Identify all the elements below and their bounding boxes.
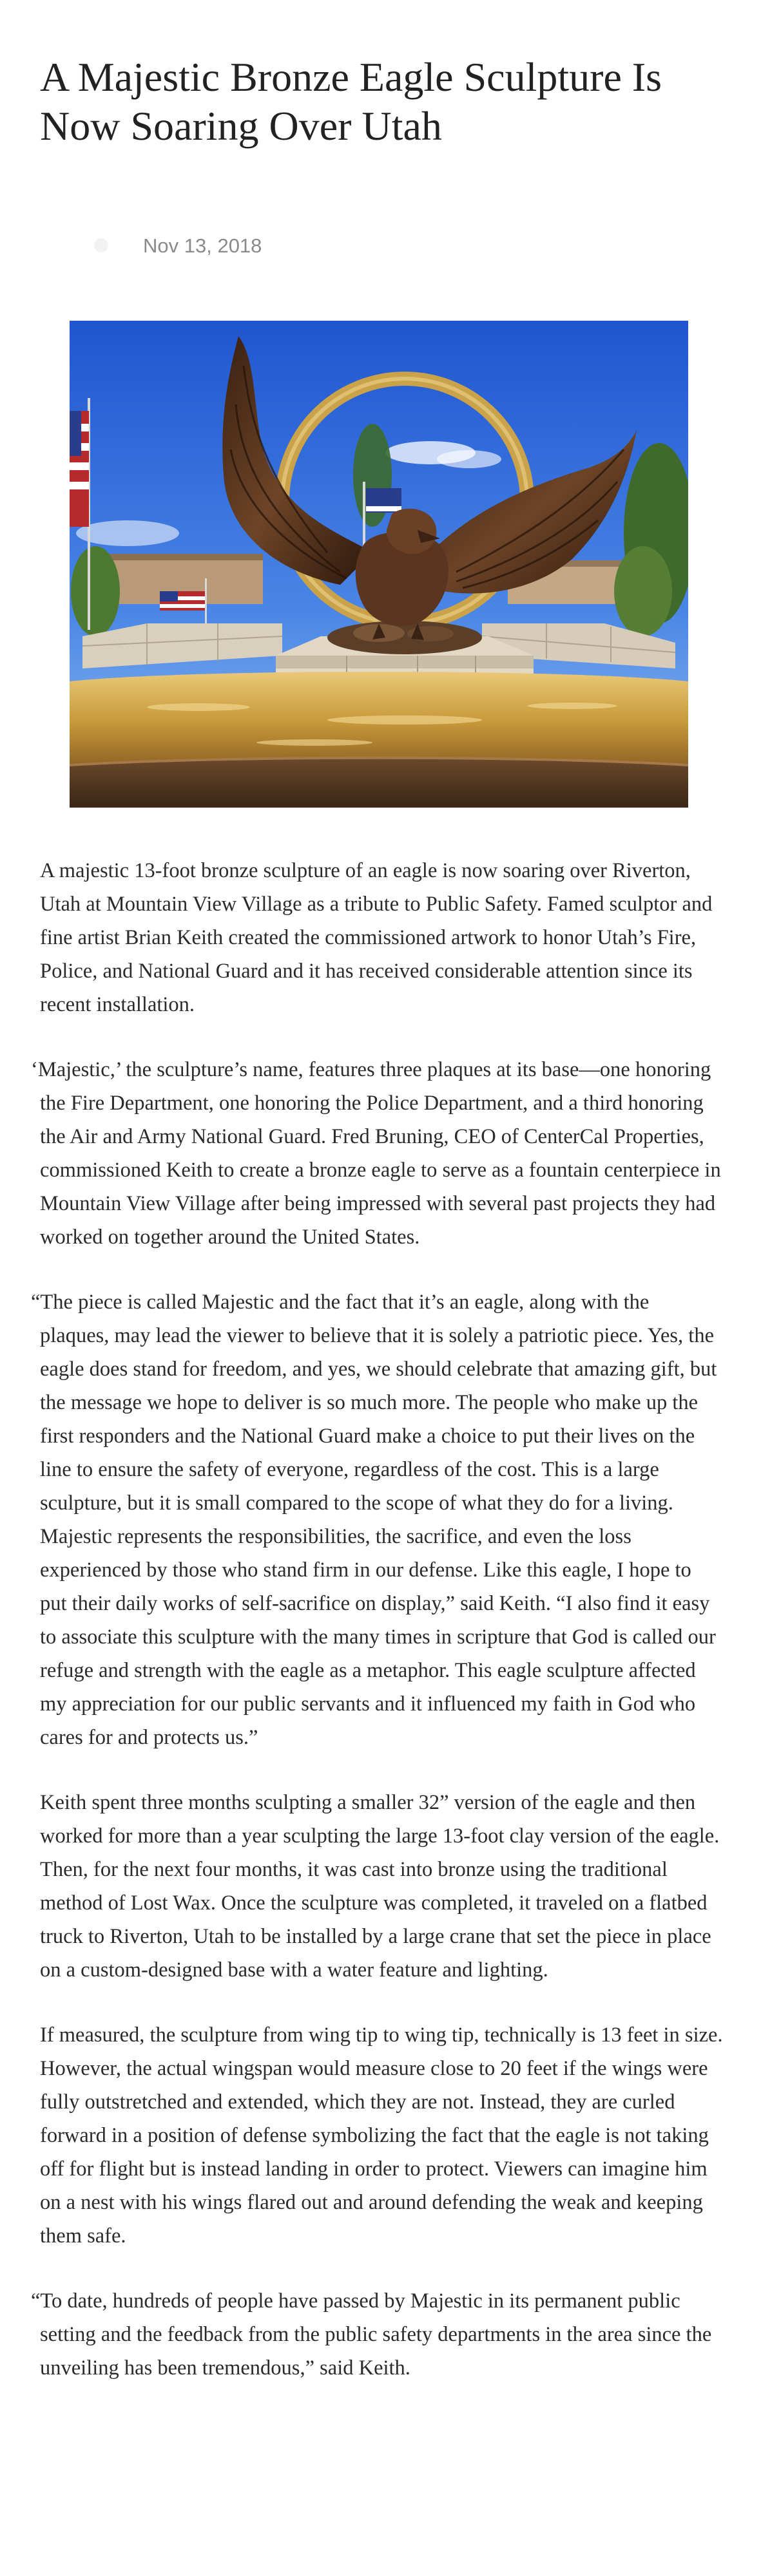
eagle-head (387, 509, 437, 554)
hero-image (70, 321, 688, 808)
byline (97, 233, 262, 259)
article-title: A Majestic Bronze Eagle Sculpture Is Now Soaring Over Utah (40, 54, 662, 149)
eagle-sculpture-photo (70, 321, 688, 808)
publish-date: Nov 13, 2018 (143, 234, 262, 257)
paragraph-5: If measured, the sculpture from wing tip to wing tip, technically is 13 feet in size. However, the actual wingspan would measure close to 20 feet if the wings were fully outstretched and extended, which they are not. Instead, they are curled forward in a position of defense symbolizing the fact that the eagle is not taking off for flight but is instead landing in order to protect. Viewers can imagine him on a nest with his wings flared out and around defending the weak and keeping them safe. (40, 2023, 723, 2248)
paragraph-1: A majestic 13-foot bronze sculpture of an eagle is now soaring over Riverton, Utah at Mountain View Village as a tribute to Public Safety. Famed sculptor and fine artist Brian Keith created the commissioned artwork to honor Utah’s Fire, Police, and National Guard and it has received considerable attention since its recent installation. (40, 859, 713, 1016)
paragraph-4: Keith spent three months sculpting a smaller 32” version of the eagle and then worked for more than a year sculpting the large 13-foot clay version of the eagle. Then, for the next four months, it was cast into bronze using the traditional method of Lost Wax. Once the sculpture was completed, it traveled on a flatbed truck to Riverton, Utah to be installed by a large crane that set the piece in place on a custom-designed base with a water feature and lighting. (40, 1791, 720, 1982)
article-body (31, 854, 723, 2416)
fountain-basin-rim (70, 758, 688, 808)
author-avatar (94, 238, 108, 252)
american-flag-left (70, 411, 89, 527)
paragraph-2: ‘Majestic,’ the sculpture’s name, features three plaques at its base—one honoring the Fire Department, one honoring the Police Department, and a third honoring the Air and Army National Guard. Fred Bruning, CEO of CenterCal Properties, commissioned Keith to create a bronze eagle to serve as a fountain centerpiece in Mountain View Village after being impressed with several past projects they had worked on together around the United States. (31, 1058, 721, 1249)
paragraph-6: “To date, hundreds of people have passed by Majestic in its permanent public setting and the feedback from the public safety departments in the area since the unveiling has been tremendous,” said Keith. (31, 2289, 712, 2380)
paragraph-3: “The piece is called Majestic and the fact that it’s an eagle, along with the plaques, may lead the viewer to believe that it is solely a patriotic piece. Yes, the eagle does stand for freedom, and yes, we should celebrate that amazing gift, but the message we hope to deliver is so much more. The people who make up the first responders and the National Guard make a choice to put their lives on the line to ensure the safety of everyone, regardless of the cost. This is a large sculpture, but it is small compared to the scope of what they do for a living. Majestic represents the responsibilities, the sacrifice, and even the loss experienced by those who stand firm in our defense. Like this eagle, I hope to put their daily works of self-sacrifice on display,” said Keith. “I also find it easy to associate this sculpture with the many times in scripture that God is called our refuge and strength with the eagle as a metaphor. This eagle sculpture affected my appreciation for our public servants and it influenced my faith in God who cares for and protects us.” (31, 1291, 717, 1749)
